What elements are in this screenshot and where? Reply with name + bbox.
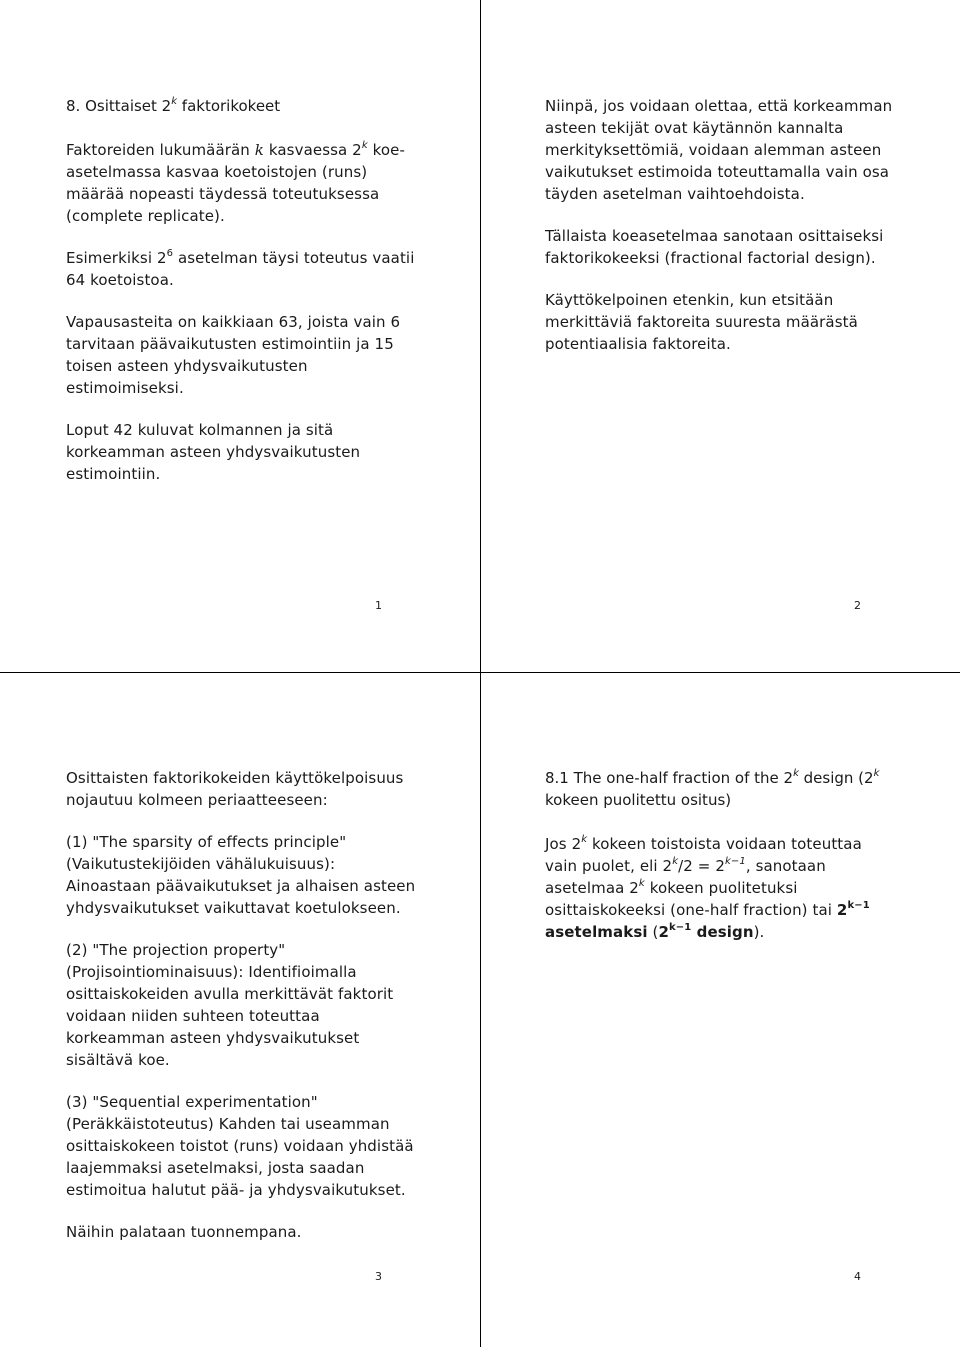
page-4	[545, 767, 897, 963]
page-number: 3	[375, 1270, 382, 1283]
section-heading: 8. Osittaiset 2$^k$ faktorikokeet	[66, 96, 281, 115]
page-number: 2	[854, 599, 861, 612]
page-number: 4	[854, 1270, 861, 1283]
paragraph: Vapausasteita on kaikkiaan 63, joista vain 6 tarvitaan päävaikutusten estimointiin ja 15 toisen asteen yhdysvaikutusten estimoimiseksi.	[66, 313, 401, 397]
paragraph: Jos 2$^k$ kokeen toistoista voidaan toteuttaa vain puolet, eli $2^k/2 = 2^{k-1}$, sanotaan asetelmaa 2$^k$ kokeen puolitetuksi osittaiskokeeksi (one-half fraction) tai $2^{k-1}$ asetelmaksi ($2^{k-1}$ design).	[545, 834, 870, 941]
page-number: 1	[375, 599, 382, 612]
paragraph: Osittaisten faktorikokeiden käyttökelpoisuus nojautuu kolmeen periaatteeseen:	[66, 769, 404, 809]
section-heading: 8.1 The one-half fraction of the 2$^k$ design (2$^k$ kokeen puolitettu ositus)	[545, 768, 880, 809]
page-1	[66, 95, 421, 505]
page-3	[66, 767, 421, 1263]
paragraph: Tällaista koeasetelmaa sanotaan osittaiseksi faktorikokeeksi (fractional factorial design).	[545, 227, 884, 267]
paragraph: Esimerkiksi $2^6$ asetelman täysi toteutus vaatii 64 koetoistoa.	[66, 248, 415, 289]
paragraph: (1) "The sparsity of effects principle" (Vaikutustekijöiden vähälukuisuus): Ainoastaan päävaikutukset ja alhaisen asteen yhdysvaikutukset vaikuttavat koetulokseen.	[66, 833, 416, 917]
paragraph: (2) "The projection property" (Projisointiominaisuus): Identifioimalla osittaiskokeiden avulla merkittävät faktorit voidaan niiden suhteen toteuttaa korkeamman asteen yhdysvaikutukset sisältävä koe.	[66, 941, 394, 1069]
paragraph: Näihin palataan tuonnempana.	[66, 1223, 302, 1241]
paragraph: Niinpä, jos voidaan olettaa, että korkeamman asteen tekijät ovat käytännön kannalta merkityksettömiä, voidaan alemman asteen vaikutukset estimoida toteuttamalla vain osa täyden asetelman vaihtoehdoista.	[545, 97, 893, 203]
page-divider-vertical-bottom	[480, 673, 481, 1347]
page-divider-vertical-top	[480, 0, 481, 672]
paragraph: Faktoreiden lukumäärän k kasvaessa 2$^k$ koe-asetelmassa kasvaa koetoistojen (runs) määrää nopeasti täydessä toteutuksessa (complete replicate).	[66, 140, 405, 225]
paragraph: Loput 42 kuluvat kolmannen ja sitä korkeamman asteen yhdysvaikutusten estimointiin.	[66, 421, 361, 483]
paragraph: Käyttökelpoinen etenkin, kun etsitään merkittäviä faktoreita suuresta määrästä potentiaalisia faktoreita.	[545, 291, 858, 353]
page-2	[545, 95, 895, 375]
paragraph: (3) "Sequential experimentation" (Peräkkäistoteutus) Kahden tai useamman osittaiskokeen toistot (runs) voidaan yhdistää laajemmaksi asetelmaksi, josta saadan estimoitua halutut pää- ja yhdysvaikutukset.	[66, 1093, 414, 1199]
